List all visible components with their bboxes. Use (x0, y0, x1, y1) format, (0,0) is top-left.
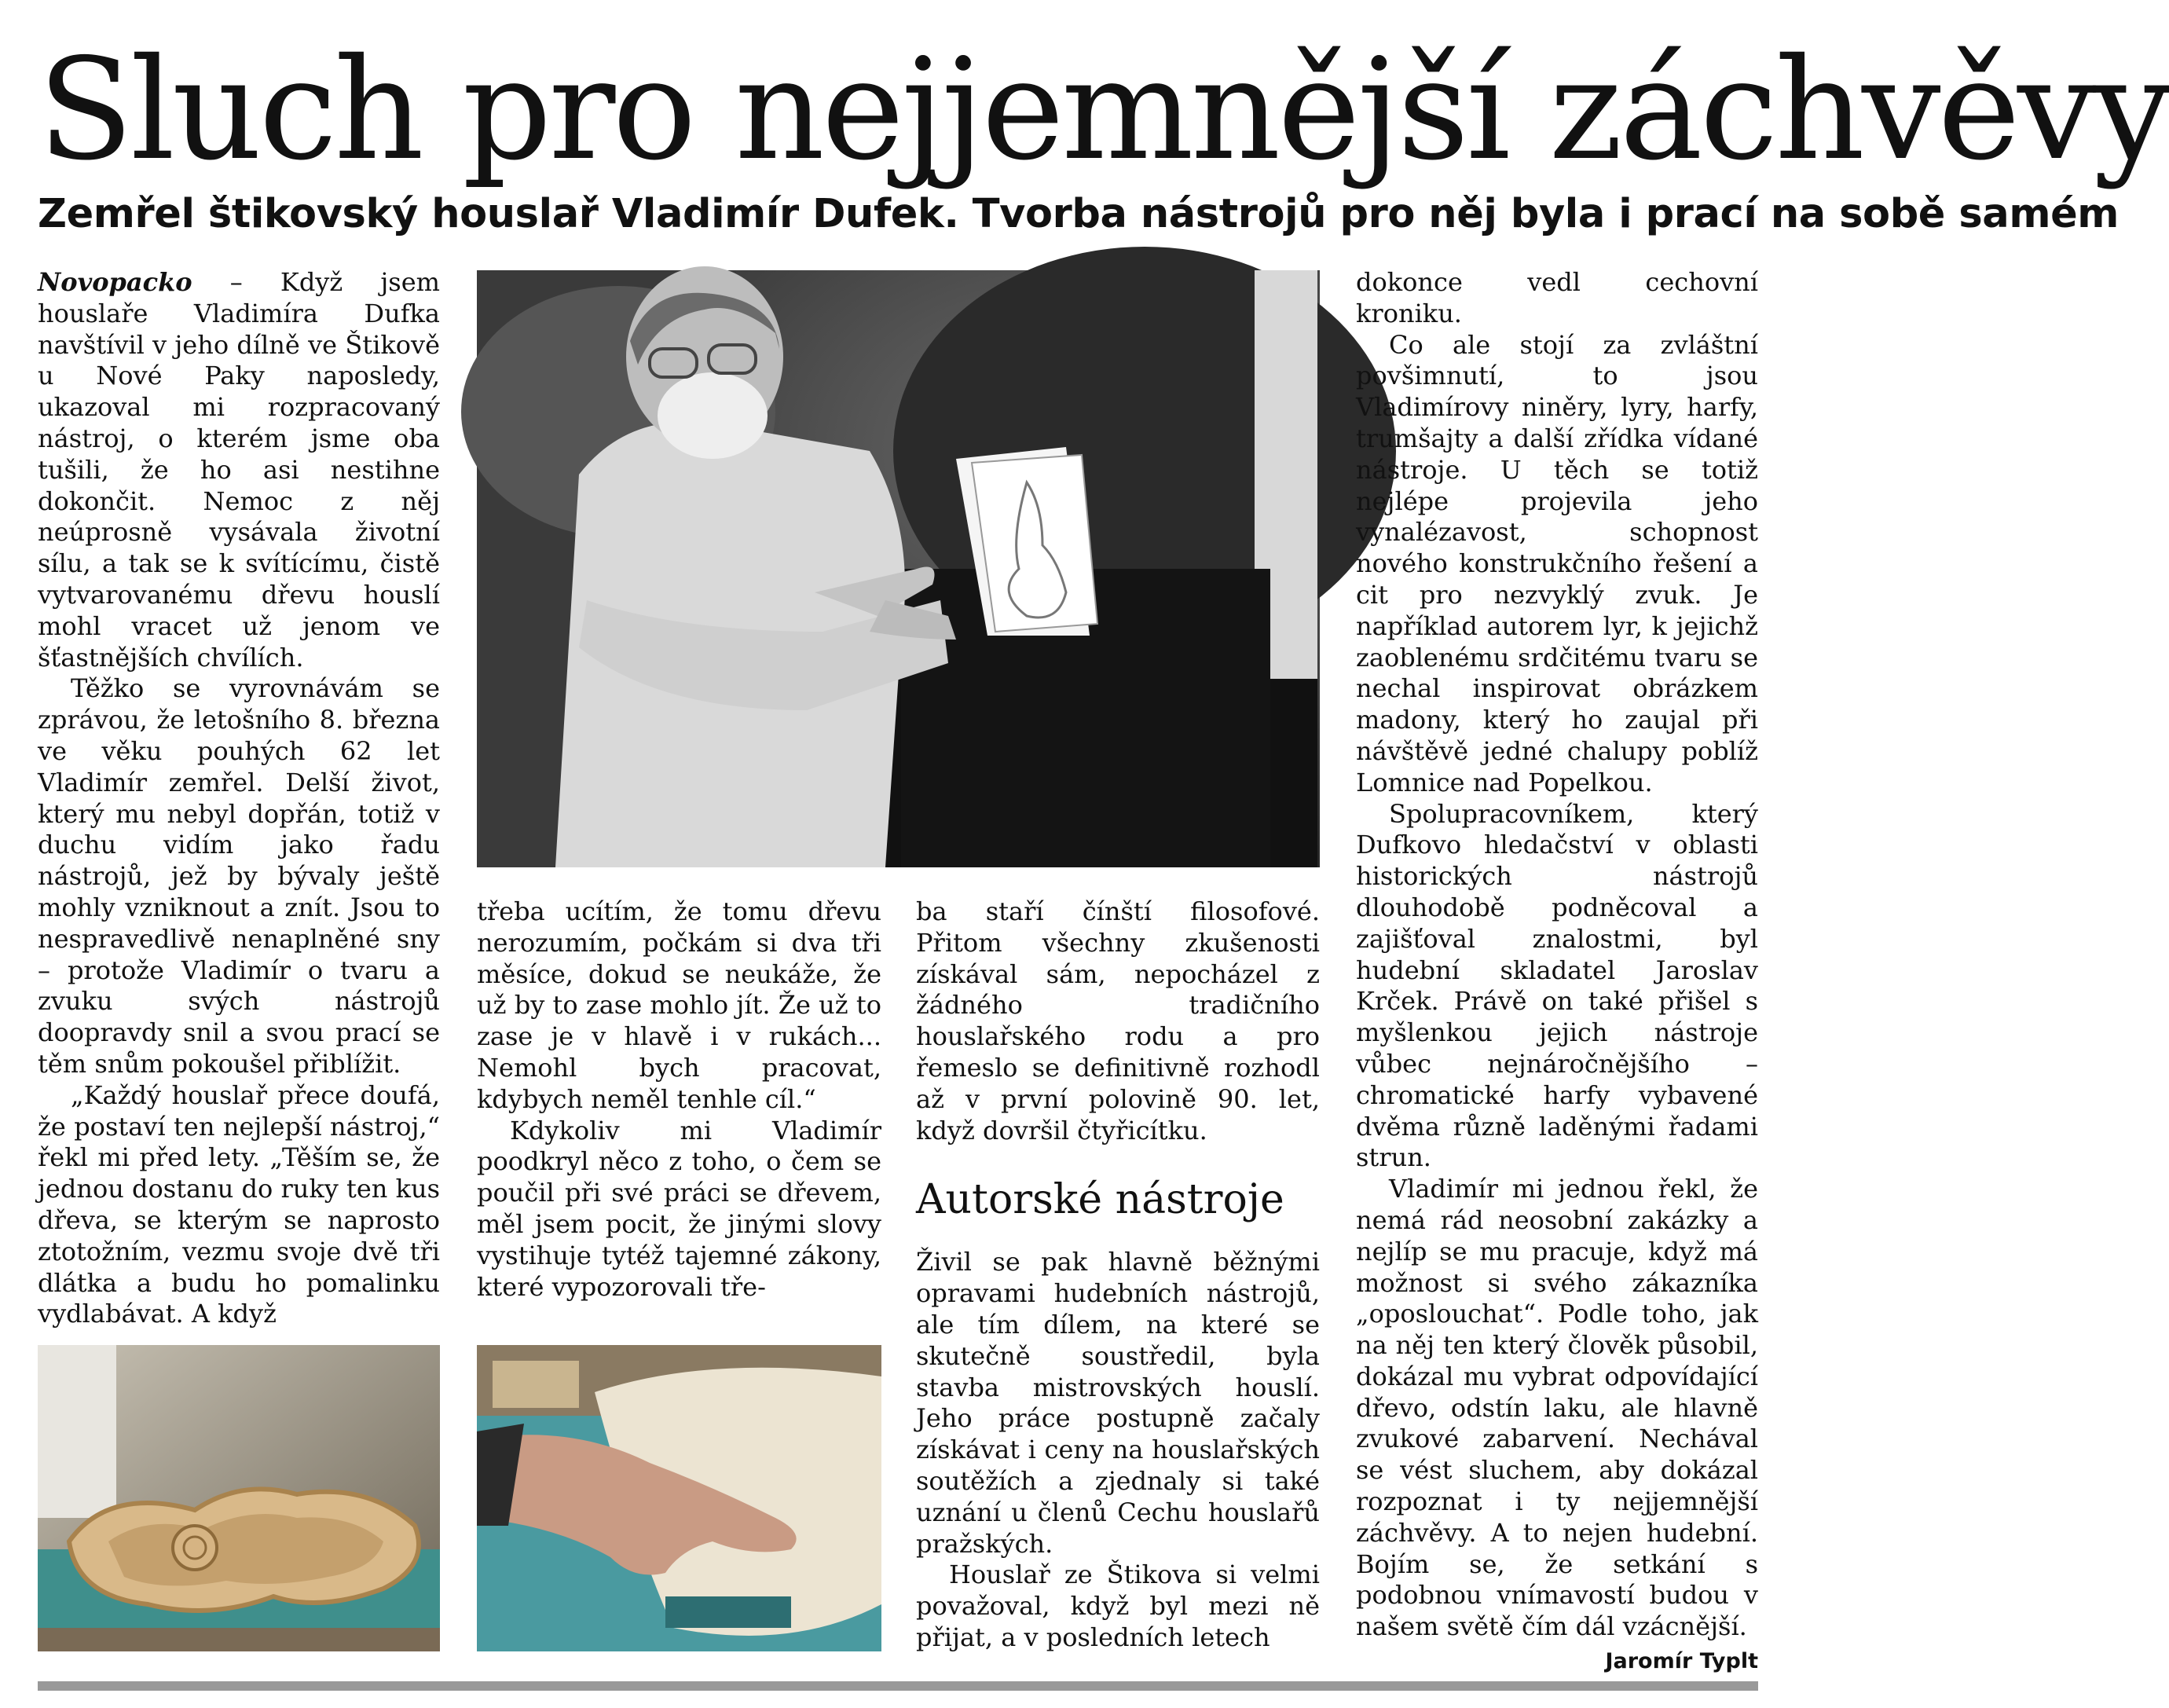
violin-mould-photo (38, 1345, 440, 1651)
section-heading: Autorské nástroje (916, 1176, 1284, 1224)
paragraph: Živil se pak hlavně běžnými opravami hudebních nástrojů, ale tím dílem, na které se skutečně soustředil, byla stavba mistrovských houslí. Jeho práce postupně začaly získávat i ceny na houslařských soutěžích a zjednaly si také uznání u členů Cechu houslařů pražských. (916, 1247, 1320, 1559)
author-byline: Jaromír Typlt (1605, 1649, 1758, 1674)
paragraph-text: Vladimír mi jednou řekl, že nemá rád neosobní zakázky a nejlíp se mu pracuje, když má možnost si svého zákazníka „oposlouchat“. Podle toho, jak na něj ten který člověk působil, dokázal mu vybrat odpovídající dřevo, odstín laku, ale hlavně zvukové zabarvení. Nechával se vést sluchem, aby dokázal rozpoznat i ty nejjemnější záchvěvy. A to nejen hudební. Bojím se, že setkání s podobnou vnímavostí budou v našem světě čím dál vzácnější. (1356, 1174, 1758, 1642)
paragraph: Kdykoliv mi Vladimír poodkryl něco z toho, o čem se poučil při své práci se dřevem, měl jsem pocit, že jinými slovy vystihuje tytéž tajemné zákony, které vypozorovali tře- (477, 1115, 881, 1302)
violin-plate-photo (477, 1345, 881, 1651)
paragraph (1356, 1174, 1758, 1674)
paragraph: Houslař ze Štikova si velmi považoval, když byl mezi ně přijat, a v posledních letech (916, 1560, 1320, 1652)
paragraph: třeba ucítím, že tomu dřevu nerozumím, počkám si dva tři měsíce, dokud se neukáže, že už by to zase mohlo jít. Že už to zase je v hlavě i v rukách... Nemohl bych pracovat, kdybych neměl tenhle cíl.“ (477, 896, 881, 1114)
article-column-3 (916, 896, 1320, 1654)
subheadline: Zemřel štikovský houslař Vladimír Dufek. Tvorba nástrojů pro něj byla i prací na sobě samém (38, 191, 2119, 237)
paragraph (38, 267, 440, 673)
article-column-4 (1356, 267, 1758, 1677)
dateline: Novopacko (38, 267, 192, 297)
paragraph: ba staří čínští filosofové. Přitom všechny zkušenosti získával sám, nepocházel z žádného tradičního houslařského rodu a pro řemeslo se definitivně rozhodl až v první polovině 90. let, když dovršil čtyřicítku. (916, 896, 1320, 1145)
paragraph: Těžko se vyrovnávám se zprávou, že letošního 8. března ve věku pouhých 62 let Vladimír zemřel. Delší život, který mu nebyl dopřán, totiž v duchu vidím jako řadu nástrojů, jež by bývaly ještě mohly vzniknout a znít. Jsou to nespravedlivě nenaplněné sny – protože Vladimír o tvaru a zvuku svých nástrojů doopravdy snil a svou prací se těm snům pokoušel přiblížit. (38, 673, 440, 1079)
portrait-photo (477, 270, 1320, 867)
paragraph: Co ale stojí za zvláštní povšimnutí, to jsou Vladimírovy niněry, lyry, harfy, trumšajty a další zřídka vídané nástroje. U těch se totiž nejlépe projevila jeho vynalézavost, schopnost nového konstrukčního řešení a cit pro nezvyklý zvuk. Je například autorem lyr, k jejichž zaoblenému srdčitému tvaru se nechal inspirovat obrázkem madony, který ho zaujal při návštěvě jedné chalupy poblíž Lomnice nad Popelkou. (1356, 329, 1758, 797)
bottom-rule (38, 1681, 1758, 1691)
article-column-2 (477, 896, 881, 1303)
paragraph: dokonce vedl cechovní kroniku. (1356, 267, 1758, 328)
paragraph: „Každý houslař přece doufá, že postaví ten nejlepší nástroj,“ řekl mi před lety. „Těším se, že jednou dostanu do ruky ten kus dřeva, se kterým se naprosto ztotožním, vezmu svoje dvě tři dlátka a budu ho pomalinku vydlabávat. A když (38, 1079, 440, 1329)
paragraph-text: – Když jsem houslaře Vladimíra Dufka navštívil v jeho dílně ve Štikově u Nové Paky naposledy, ukazoval mi rozpracovaný nástroj, o kterém jsme oba tušili, že ho asi nestihne dokončit. Nemoc z něj neúprosně vysávala životní sílu, a tak se k svítícímu, čistě vytvarovanému dřevu houslí mohl vracet už jenom ve šťastnějších chvílích. (38, 267, 441, 673)
paragraph: Spolupracovníkem, který Dufkovo hledačství v oblasti historických nástrojů dlouhodobě podněcoval a zajišťoval znalostmi, byl hudební skladatel Jaroslav Krček. Právě on také přišel s myšlenkou jejich nástroje vůbec nejnáročnějšího – chromatické harfy vybavené dvěma různě laděnými řadami strun. (1356, 798, 1758, 1173)
article-column-1 (38, 267, 440, 1330)
headline: Sluch pro nejjemnější záchvěvy (38, 28, 2169, 191)
